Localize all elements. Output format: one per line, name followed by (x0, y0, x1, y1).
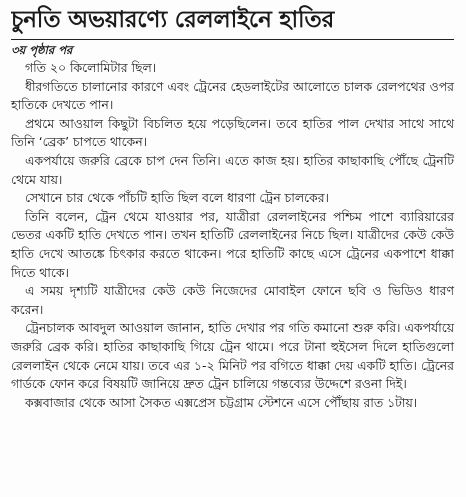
paragraph-9: কক্সবাজার থেকে আসা সৈকত এক্সপ্রেস চট্টগ্রাম স্টেশনে এসে পৌঁছায় রাত ১টায়। (25, 394, 418, 410)
continuation-note: ৩য় পৃষ্ঠার পর (11, 43, 73, 57)
paragraph-5: সেখানে চার থেকে পাঁচটি হাতি ছিল বলে ধারণা ট্রেন চালকের। (25, 190, 329, 206)
paragraph-2: ধীরগতিতে চালানোর কারণে এবং ট্রেনের হেডলাইটের আলোতে চালক রেলপথের ওপর হাতিকে দেখতে পান। (11, 78, 454, 113)
paragraph-6: তিনি বলেন, ট্রেন থেমে যাওয়ার পর, যাত্রীরা রেললাইনের পশ্চিম পাশে ব্যারিয়ারের ভেতর একটি হাতি দেখতে পান। তখন হাতিটি রেললাইনের নিচে ছিল। যাত্রীদের কেউ কেউ হাতি দেখে আতঙ্কে চিৎকার করতে থাকেন। পরে হাতিটি কাছে এসে ট্রেনের একপাশে ধাক্কা দিতে থাকে। (11, 208, 454, 280)
headline: চুনতি অভয়ারণ্যে রেললাইনে হাতির (11, 3, 454, 40)
paragraph-7: এ সময় দৃশ্যটি যাত্রীদের কেউ কেউ নিজেদের মোবাইল ফোনে ছবি ও ভিডিও ধারণ করেন। (11, 283, 454, 317)
paragraph-4: একপর্যায়ে জরুরি ব্রেকে চাপ দেন তিনি। এতে কাজ হয়। হাতির কাছাকাছি পৌঁছে ট্রেনটি থেমে যায়। (11, 152, 454, 187)
paragraph-3: প্রথমে আওয়াল কিছুটা বিচলিত হয়ে পড়েছিলেন। তবে হাতির পাল দেখার সাথে সাথে তিনি ‘ব্রেক’ চাপতে থাকেন। (11, 115, 454, 150)
paragraph-1: গতি ২০ কিলোমিটার ছিল। (25, 60, 157, 75)
paragraph-8: ট্রেনচালক আবদুল আওয়াল জানান, হাতি দেখার পর গতি কমানো শুরু করি। একপর্যায়ে জরুরি ব্রেক করি। হাতির কাছাকাছি গিয়ে ট্রেন থামে। পরে টানা হুইসেল দিলে হাতিগুলো রেললাইন থেকে নেমে যায়। তবে এর ১-২ মিনিট পর বগিতে ধাক্কা দেয় একটি হাতি। ট্রেনের গার্ডকে ফোন করে বিষয়টি জানিয়ে দ্রুত ট্রেন চালিয়ে গন্তব্যের উদ্দেশে রওনা দিই। (11, 320, 454, 392)
